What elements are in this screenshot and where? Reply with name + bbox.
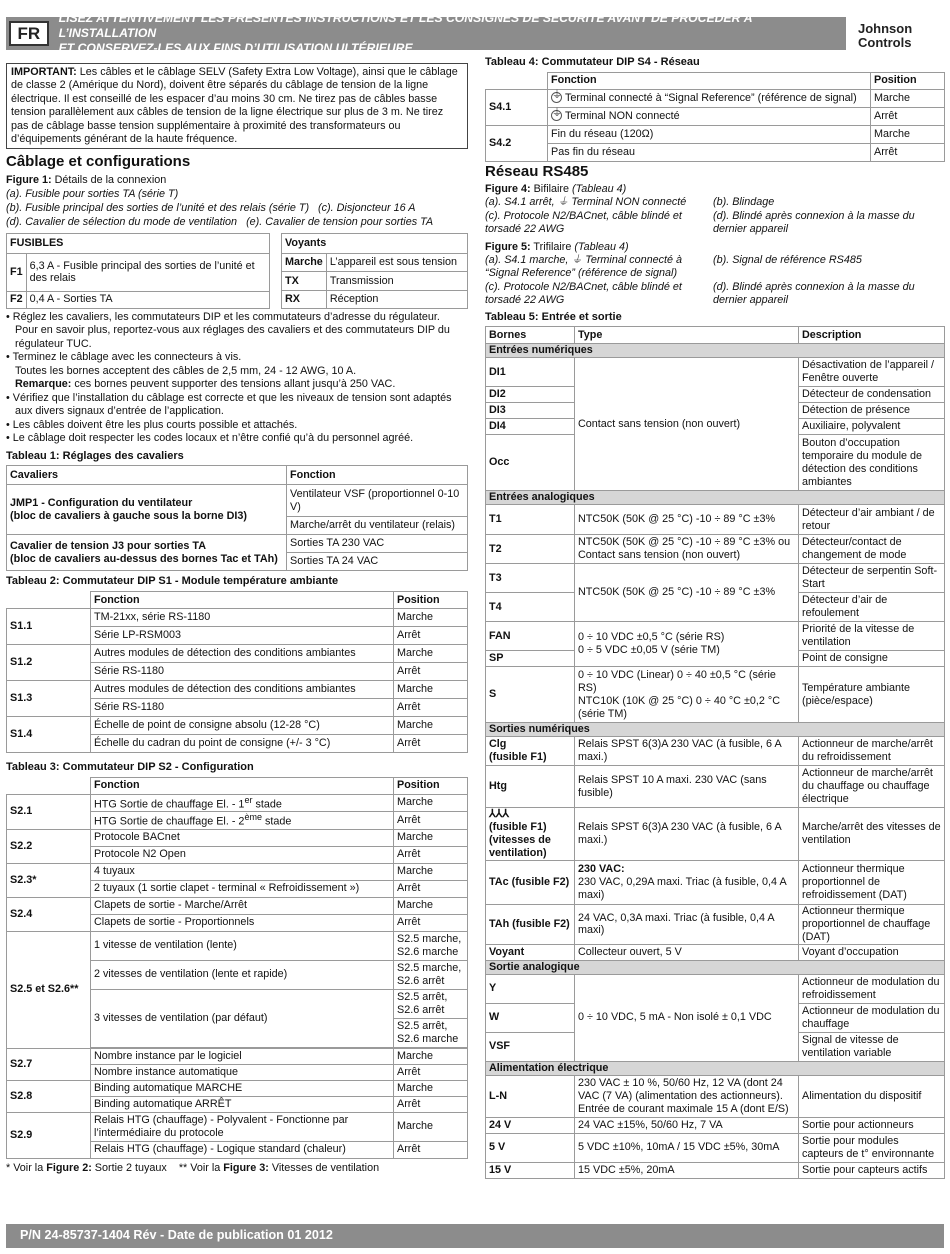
io-table: Bornes Type Description Entrées numériques DI1 Contact sans tension (non ouvert) Désactivation de l’appareil / Fenêtre ouverte DI2 Détecteur de condensation DI3 Détection de présence DI4 Auxiliaire, polyvalent Occ Bouton d’occupation temporaire du module de détection des conditions ambiantes Entrées analogiques T1 NTC50K (50K @ 25 °C) -10 ÷ 89 °C ±3% Détecteur d’air ambiant / de retour T2 NTC50K (50K @ 25 °C) -10 ÷ 89 °C ±3% ou Contact sans tension (non ouvert) Détecteur/contact de changement de mode T3 NTC50K (50K @ 25 °C) -10 ÷ 89 °C ±3% Détecteur de serpentin Soft-Start T4 Détecteur d’air de refoulement FAN 0 ÷ 10 VDC ±0,5 °C (série RS) 0 ÷ 5 VDC ±0,05 V (série TM) Priorité de la vitesse de ventilation SP Point de consigne S 0 ÷ 10 VDC (Linear) 0 ÷ 40 ±0,5 °C (série RS) NTC10K (10K @ 25 °C) 0 ÷ 40 °C ±0,2 °C (série TM) Température ambiante (pièce/espace) Sorties numériques Clg (fusible F1) Relais SPST 6(3)A 230 VAC (à fusible, 6 A maxi.) Actionneur de marche/arrêt du refroidissement Htg Relais SPST 10 A maxi. 230 VAC (sans fusible) Actionneur de marche/arrêt du chauffage ou chauffage électrique ⅄⅄⅄ (fusible F1) (vitesses de ventilation) Relais SPST 6(3)A 230 VAC (à fusible, 6 A maxi.) Marche/arrêt des vitesses de ventilation TAc (fusible F2) 230 VAC: 230 VAC, 0,29A maxi. Triac (à fusible, 0,4 A maxi) Actionneur thermique proportionnel de refroidissement (DAT) TAh (fusible F2) 24 VAC, 0,3A maxi. Triac (à fusible, 0,4 A maxi) Actionneur thermique proportionnel de chauffage (DAT) Voyant Collecteur ouvert, 5 V Voyant d’occupation Sortie analogique Y 0 ÷ 10 VDC, 5 mA - Non isolé ± 0,1 VDC Actionneur de modulation du refroidissement W Actionneur de modulation du chauffage VSF Signal de vitesse de ventilation variable Alimentation électrique L-N 230 VAC ± 10 %, 50/60 Hz, 12 VA (dont 24 VAC (7 VA) (alimentation des actionneurs). Entrée de courant maximale 15 A (dont E/S) Alimentation du dispositif 24 V 24 VAC ±15%, 50/60 Hz, 7 VA Sortie pour actionneurs 5 V 5 VDC ±10%, 10mA / 15 VDC ±5%, 30mA Sortie pour modules capteurs de t° environnante 15 V 15 VDC ±5%, 20mA Sortie pour capteurs actifs bbox=[485, 326, 945, 1179]
fan-speed-icon: ⅄⅄⅄ bbox=[489, 808, 509, 821]
ground-icon: ⏚ bbox=[571, 253, 583, 266]
figure4-legend: (a). S4.1 arrêt, ⏚ Terminal NON connecté (b). Blindage (c). Protocole N2/BACnet, câble blindé et torsadé 22 AWG (d). Blindé après connexion à la masse du dernier appareil bbox=[485, 196, 915, 236]
figure1-caption: Figure 1: Détails de la connexion bbox=[6, 173, 167, 186]
ground-icon bbox=[551, 92, 562, 103]
list-item: • Les câbles doivent être les plus courts possible et attachés. bbox=[6, 418, 298, 431]
table-row: S1.3 Autres modules de détection des conditions ambiantes Marche bbox=[7, 681, 468, 699]
table3-title: Tableau 3: Commutateur DIP S2 - Configuration bbox=[6, 761, 254, 774]
company-logo: Johnson Controls bbox=[858, 21, 913, 50]
legend-de: (d). Cavalier de sélection du mode de ventilation (e). Cavalier de tension pour sorties TA bbox=[6, 215, 434, 228]
instructions-list: • Réglez les cavaliers, les commutateurs DIP et les commutateurs d’adresse du régulateur. Pour en savoir plus, reportez-vous aux réglages des cavaliers et des commutateurs DIP du régulateur TUC. • Terminez le câblage avec les connecteurs à vis. Toutes les bornes acceptent des câbles de 2,5 mm, 24 - 12 AWG, 10 A. Remarque: ces bornes peuvent supporter des tensions allant jusqu’à 250 VAC. • Vérifiez que l’installation du câblage est correcte et que les niveaux de tension sont adaptés aux divers signaux d’entrée de l’application. • Les câbles doivent être les plus courts possible et attachés. • Le câblage doit respecter les codes locaux et n’être confié qu’à du personnel agréé. bbox=[6, 311, 468, 446]
figure5-caption: Figure 5: Trifilaire (Tableau 4) bbox=[485, 240, 629, 253]
section-title-cablage: Câblage et configurations bbox=[6, 153, 191, 171]
part-number: P/N 24-85737-1404 Rév - Date de publication 01 2012 bbox=[20, 1228, 333, 1243]
legend-a: (a). Fusible pour sorties TA (série T) bbox=[6, 187, 179, 200]
table1-title: Tableau 1: Réglages des cavaliers bbox=[6, 449, 184, 462]
table5-title: Tableau 5: Entrée et sortie bbox=[485, 310, 622, 323]
table-row: Série RS-1180 Arrêt bbox=[7, 663, 468, 681]
table2-title: Tableau 2: Commutateur DIP S1 - Module température ambiante bbox=[6, 575, 339, 588]
table-row: Série LP-RSM003 Arrêt bbox=[7, 627, 468, 645]
right-column bbox=[485, 56, 945, 1179]
list-item: • Réglez les cavaliers, les commutateurs DIP et les commutateurs d’adresse du régulateur. bbox=[6, 310, 440, 323]
section-title-rs485: Réseau RS485 bbox=[485, 162, 589, 180]
language-badge: FR bbox=[9, 21, 49, 46]
list-item: • Le câblage doit respecter les codes locaux et n’être confié qu’à du personnel agréé. bbox=[6, 432, 414, 445]
dip-s4-table: Fonction Position S4.1 ⏚Terminal connecté à “Signal Reference” (référence de signal) Marche ⏚Terminal NON connecté Arrêt S4.2 Fin du réseau (120Ω) Marche Pas fin du réseau Arrêt bbox=[485, 72, 945, 162]
dip-s2-table: Fonction Position S2.1 HTG Sortie de chauffage El. - 1er stade Marche HTG Sortie de chauffage El. - 2ème stade Arrêt S2.2 Protocole BACnet Marche Protocole N2 Open Arrêt S2.3* 4 tuyaux Marche 2 tuyaux (1 sortie clapet - terminal « Refroidissement ») Arrêt S2.4 Clapets de sortie - Marche/Arrêt Marche Clapets de sortie - Proportionnels Arrêt S2.5 et S2.6** 1 vitesse de ventilation (lente) S2.5 marche, S2.6 marche 2 vitesses de ventilation (lente et rapide) S2.5 marche, S2.6 arrêt 3 vitesses de ventilation (par défaut) S2.5 arrêt, S2.6 arrêt S2.5 arrêt, S2.6 marche S2.7 Nombre instance par le logiciel Marche Nombre instance automatique Arrêt S2.8 Binding automatique MARCHE Marche Binding automatique ARRÊT Arrêt S2.9 Relais HTG (chauffage) - Polyvalent - Fonctionne par l’intermédiaire du protocole Marche Relais HTG (chauffage) - Logique standard (chaleur) Arrêt bbox=[6, 777, 468, 1159]
legend-bc: (b). Fusible principal des sorties de l’unité et des relais (série T) (c). Disjoncteur 16 A bbox=[6, 201, 416, 214]
table-row: S1.2 Autres modules de détection des conditions ambiantes Marche bbox=[7, 645, 468, 663]
table4-title: Tableau 4: Commutateur DIP S4 - Réseau bbox=[485, 56, 700, 68]
fuse-led-tables bbox=[6, 233, 468, 309]
table-row: Série RS-1180 Arrêt bbox=[7, 699, 468, 717]
leds-table: Voyants Marche L’appareil est sous tension TX Transmission RX Réception bbox=[281, 233, 468, 309]
ground-icon bbox=[551, 110, 562, 121]
table3-footnote: * Voir la Figure 2: Sortie 2 tuyaux ** Voir la Figure 3: Vitesses de ventilation bbox=[6, 1161, 380, 1174]
table-row: Échelle du cadran du point de consigne (+/- 3 °C) Arrêt bbox=[7, 735, 468, 753]
dip-s1-table: Fonction Position S1.1 TM-21xx, série RS-1180 Marche Série LP-RSM003 Arrêt S1.2 Autres modules de détection des conditions ambiantes Marche Série RS-1180 Arrêt S1.3 Autres modules de détection des conditions ambiantes Marche Série RS-1180 Arrêt S1.4 Échelle de point de consigne absolu (12-28 °C) Marche Échelle du cadran du point de consigne (+/- 3 °C) Arrêt bbox=[6, 591, 468, 753]
jumper-table: Cavaliers Fonction JMP1 - Configuration du ventilateur (bloc de cavaliers à gauche sous la borne DI3) Ventilateur VSF (proportionnel 0-10 V) Marche/arrêt du ventilateur (relais) Cavalier de tension J3 pour sorties TA (bloc de cavaliers au-dessus des bornes Tac et TAh) Sorties TA 230 VAC Sorties TA 24 VAC bbox=[6, 465, 468, 571]
figure4-caption: Figure 4: Bifilaire (Tableau 4) bbox=[485, 183, 627, 196]
fuses-table: FUSIBLES F1 6,3 A - Fusible principal des sorties de l’unité et des relais F2 0,4 A - Sorties TA bbox=[6, 233, 270, 309]
ground-icon: ⏚ bbox=[557, 196, 569, 209]
table-row: S1.4 Échelle de point de consigne absolu (12-28 °C) Marche bbox=[7, 717, 468, 735]
table-row: S1.1 TM-21xx, série RS-1180 Marche bbox=[7, 609, 468, 627]
list-item: • Terminez le câblage avec les connecteurs à vis. bbox=[6, 351, 242, 364]
left-column bbox=[6, 63, 468, 1175]
header-title: LISEZ ATTENTIVEMENT LES PRÉSENTES INSTRUCTIONS ET LES CONSIGNES DE SÉCURITÉ AVANT DE PROCÉDER À L’INSTALLATION ET CONSERVEZ-LES AUX FINS D’UTILISATION ULTÉRIEURE bbox=[58, 11, 753, 55]
footer-bar bbox=[6, 1224, 944, 1248]
list-item: • Vérifiez que l’installation du câblage est correcte et que les niveaux de tension sont adaptés aux divers signaux d’entrée de l’application. bbox=[6, 391, 452, 418]
header-bar bbox=[6, 11, 846, 55]
important-notice: IMPORTANT: Les câbles et le câblage SELV (Safety Extra Low Voltage), ainsi que le câblage de classe 2 (Amérique du Nord), doivent être séparés du câblage de tension de la ligne électrique. Il est conseillé de les espacer d’au moins 30 cm. Ne tirez pas de câbles basse tension parallèlement aux câbles de tension de la ligne électrique sur plus de 3 m. Ne tirez pas de câblage basse tension supplémentaire à proximité des transformateurs ou d’équipements générant de la haute fréquence. bbox=[6, 63, 468, 149]
figure5-legend: (a). S4.1 marche, ⏚ Terminal connecté à “Signal Reference” (référence de signal) (b). Signal de référence RS485 (c). Protocole N2/BACnet, câble blindé et torsadé 22 AWG (d). Blindé après connexion à la masse du dernier appareil bbox=[485, 253, 915, 307]
